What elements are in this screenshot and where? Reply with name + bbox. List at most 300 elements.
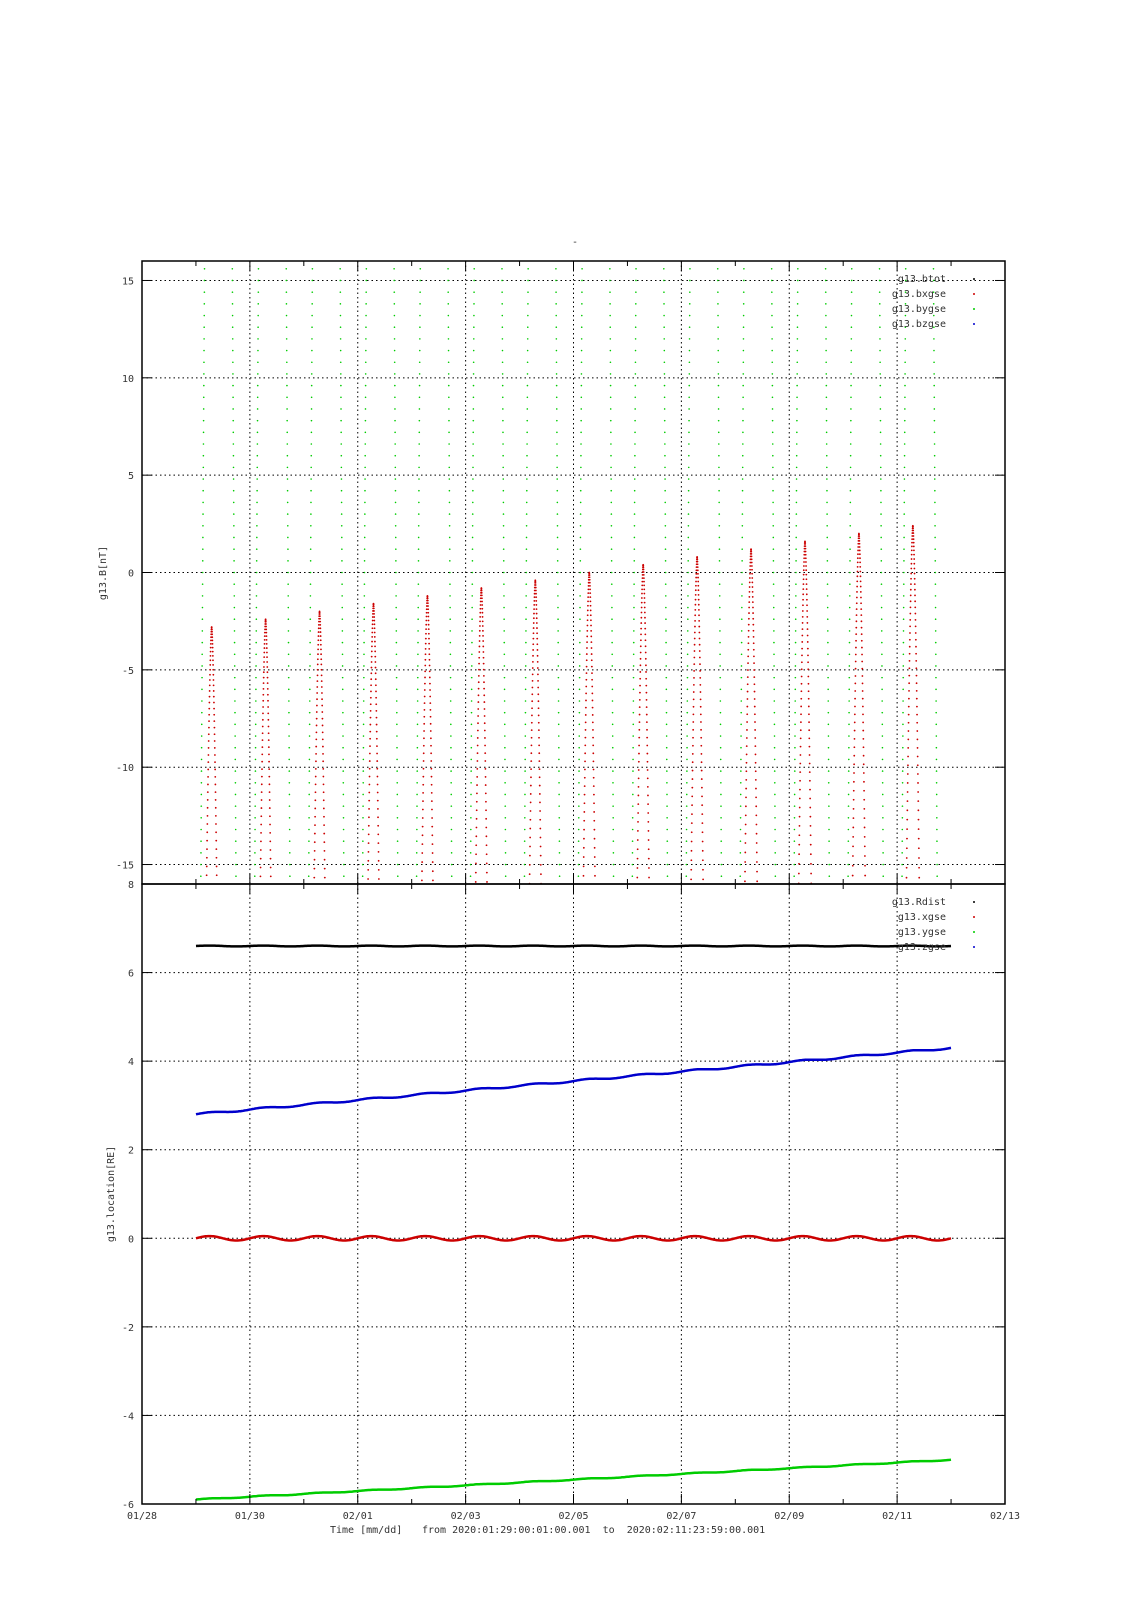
bxgse-point [693, 663, 695, 665]
bygse-point [204, 291, 206, 293]
bygse-point [394, 315, 396, 317]
bxgse-point [429, 702, 431, 704]
bxgse-point [532, 667, 534, 669]
bxgse-point [699, 677, 701, 679]
bygse-point [254, 805, 256, 807]
bygse-point [202, 502, 204, 504]
bxgse-point [592, 707, 594, 709]
bxgse-point [591, 659, 593, 661]
bygse-point [254, 875, 256, 877]
bxgse-point [377, 833, 379, 835]
bygse-point [416, 782, 418, 784]
bygse-point [665, 560, 667, 562]
bygse-point [827, 572, 829, 574]
bxgse-point [646, 753, 648, 755]
bygse-point [502, 420, 504, 422]
bygse-point [394, 350, 396, 352]
bxgse-point [368, 851, 370, 853]
bygse-point [471, 642, 473, 644]
bygse-point [936, 840, 938, 842]
bygse-point [771, 350, 773, 352]
bygse-point [633, 595, 635, 597]
bygse-point [309, 724, 311, 726]
bygse-point [666, 805, 668, 807]
bygse-point [740, 794, 742, 796]
bygse-point [364, 490, 366, 492]
bygse-point [774, 724, 776, 726]
bxgse-point [321, 705, 323, 707]
bygse-point [311, 303, 313, 305]
bxgse-point [533, 613, 535, 615]
bxgse-point [645, 664, 647, 666]
bygse-point [689, 326, 691, 328]
bxgse-point [270, 849, 272, 851]
bygse-point [633, 665, 635, 667]
bygse-point [663, 338, 665, 340]
bxgse-point [799, 780, 801, 782]
bygse-point [525, 700, 527, 702]
bygse-point [202, 478, 204, 480]
bygse-point [419, 385, 421, 387]
bygse-point [578, 735, 580, 737]
bxgse-point [807, 661, 809, 663]
bygse-point [689, 361, 691, 363]
bxgse-point [810, 844, 812, 846]
bxgse-point [213, 714, 215, 716]
bygse-point [505, 875, 507, 877]
bygse-point [472, 420, 474, 422]
bxgse-point [644, 597, 646, 599]
bygse-point [256, 618, 258, 620]
bygse-point [504, 677, 506, 679]
bygse-point [666, 735, 668, 737]
bygse-point [504, 794, 506, 796]
bxgse-point [479, 630, 481, 632]
bygse-point [235, 852, 237, 854]
bxgse-point [641, 581, 643, 583]
bygse-point [936, 747, 938, 749]
bxgse-point [699, 657, 701, 659]
bxgse-point [260, 858, 262, 860]
bygse-point [882, 805, 884, 807]
bygse-point [936, 794, 938, 796]
bxgse-point [432, 852, 434, 854]
bxgse-point [315, 791, 317, 793]
bygse-point [850, 385, 852, 387]
bxgse-point [429, 696, 431, 698]
bygse-point [503, 607, 505, 609]
bygse-point [201, 642, 203, 644]
bxgse-point [207, 799, 209, 801]
bxgse-point [586, 666, 588, 668]
bxgse-point [427, 602, 429, 604]
bxgse-point [375, 697, 377, 699]
bygse-point [340, 338, 342, 340]
bygse-point [473, 408, 475, 410]
bygse-point [501, 280, 503, 282]
bxgse-point [807, 635, 809, 637]
bxgse-point [584, 760, 586, 762]
bygse-point [666, 747, 668, 749]
bxgse-point [909, 625, 911, 627]
bygse-point [233, 490, 235, 492]
legend-marker [973, 931, 975, 933]
bygse-point [449, 572, 451, 574]
bxgse-point [647, 795, 649, 797]
bxgse-point [856, 620, 858, 622]
bygse-point [795, 618, 797, 620]
bxgse-point [745, 796, 747, 798]
bxgse-point [913, 554, 915, 556]
bxgse-point [214, 761, 216, 763]
bygse-point [847, 875, 849, 877]
bygse-point [311, 361, 313, 363]
bygse-point [666, 794, 668, 796]
bygse-point [904, 420, 906, 422]
bygse-point [503, 642, 505, 644]
bxgse-point [648, 858, 650, 860]
bxgse-point [429, 671, 431, 673]
bxgse-point [637, 858, 639, 860]
bygse-point [288, 735, 290, 737]
bxgse-point [914, 568, 916, 570]
bygse-point [609, 291, 611, 293]
bygse-point [311, 432, 313, 434]
bygse-point [666, 817, 668, 819]
bygse-point [310, 607, 312, 609]
bygse-point [416, 759, 418, 761]
bygse-point [720, 794, 722, 796]
bxgse-point [424, 696, 426, 698]
bxgse-point [807, 641, 809, 643]
bygse-point [235, 817, 237, 819]
bygse-point [772, 467, 774, 469]
bygse-point [341, 537, 343, 539]
bxgse-point [585, 679, 587, 681]
bxgse-point [861, 654, 863, 656]
bygse-point [720, 852, 722, 854]
bygse-point [341, 525, 343, 527]
bygse-point [311, 315, 313, 317]
bygse-point [524, 747, 526, 749]
bygse-point [342, 642, 344, 644]
bygse-point [633, 677, 635, 679]
bxgse-point [810, 825, 812, 827]
legend-marker [973, 308, 975, 310]
bygse-point [254, 829, 256, 831]
bygse-point [903, 642, 905, 644]
bxgse-point [855, 654, 857, 656]
bxgse-point [314, 850, 316, 852]
bygse-point [795, 525, 797, 527]
bxgse-point [269, 807, 271, 809]
bygse-point [881, 630, 883, 632]
bygse-point [286, 315, 288, 317]
bygse-point [340, 326, 342, 328]
bxgse-point [911, 563, 913, 565]
bygse-point [310, 560, 312, 562]
bygse-point [665, 677, 667, 679]
bygse-point [935, 572, 937, 574]
bxgse-point [428, 633, 430, 635]
bygse-point [796, 432, 798, 434]
bxgse-point [644, 633, 646, 635]
bygse-point [689, 291, 691, 293]
bygse-point [526, 548, 528, 550]
top-series [200, 268, 938, 885]
bygse-point [234, 618, 236, 620]
bxgse-point [590, 630, 592, 632]
bygse-point [200, 829, 202, 831]
bygse-point [472, 443, 474, 445]
bxgse-point [538, 752, 540, 754]
bygse-point [904, 478, 906, 480]
bygse-point [363, 712, 365, 714]
bxgse-point [859, 557, 861, 559]
bygse-point [286, 361, 288, 363]
bygse-point [718, 525, 720, 527]
bygse-point [904, 432, 906, 434]
bxgse-point [803, 565, 805, 567]
bygse-point [418, 432, 420, 434]
bygse-point [418, 513, 420, 515]
bxgse-point [803, 574, 805, 576]
bxgse-point [267, 671, 269, 673]
bygse-point [827, 583, 829, 585]
bygse-point [635, 385, 637, 387]
bxgse-point [319, 621, 321, 623]
bygse-point [740, 805, 742, 807]
bxgse-point [854, 690, 856, 692]
bygse-point [850, 408, 852, 410]
bxgse-point [855, 633, 857, 635]
bxgse-point [700, 713, 702, 715]
bygse-point [904, 396, 906, 398]
bygse-point [740, 829, 742, 831]
bxgse-point [316, 731, 318, 733]
bxgse-point [853, 772, 855, 774]
bxgse-point [906, 838, 908, 840]
bygse-point [342, 653, 344, 655]
bxgse-point [538, 722, 540, 724]
bxgse-point [809, 746, 811, 748]
bygse-point [635, 338, 637, 340]
bygse-point [524, 782, 526, 784]
bxgse-point [748, 630, 750, 632]
bxgse-point [370, 710, 372, 712]
bxgse-point [422, 776, 424, 778]
bxgse-point [914, 595, 916, 597]
bygse-point [933, 338, 935, 340]
bxgse-point [430, 737, 432, 739]
bygse-point [774, 864, 776, 866]
bygse-point [688, 513, 690, 515]
bxgse-point [319, 613, 321, 615]
bxgse-point [752, 612, 754, 614]
bygse-point [667, 864, 669, 866]
bxgse-point [206, 874, 208, 876]
bygse-point [934, 478, 936, 480]
bygse-point [850, 478, 852, 480]
bygse-point [362, 805, 364, 807]
bxgse-point [809, 807, 811, 809]
bygse-point [689, 268, 691, 270]
bxgse-point [540, 846, 542, 848]
bygse-point [850, 361, 852, 363]
bxgse-point [645, 658, 647, 660]
bygse-point [794, 712, 796, 714]
bygse-point [255, 689, 257, 691]
bygse-point [416, 770, 418, 772]
bxgse-point [691, 831, 693, 833]
bxgse-point [754, 683, 756, 685]
bxgse-point [265, 632, 267, 634]
bxgse-point [320, 644, 322, 646]
bygse-point [580, 537, 582, 539]
bxgse-point [529, 873, 531, 875]
bxgse-point [531, 722, 533, 724]
series-bygse [200, 268, 938, 877]
bygse-point [718, 467, 720, 469]
bygse-point [525, 677, 527, 679]
bygse-point [256, 583, 258, 585]
bygse-point [902, 747, 904, 749]
bygse-point [632, 724, 634, 726]
bygse-point [686, 852, 688, 854]
bygse-point [904, 455, 906, 457]
bygse-point [310, 490, 312, 492]
bygse-point [526, 478, 528, 480]
bxgse-point [863, 781, 865, 783]
bxgse-point [859, 571, 861, 573]
bygse-point [795, 583, 797, 585]
bxgse-point [322, 753, 324, 755]
bygse-point [935, 653, 937, 655]
bxgse-point [531, 744, 533, 746]
bxgse-point [856, 591, 858, 593]
bygse-point [451, 829, 453, 831]
bygse-point [825, 291, 827, 293]
bygse-point [720, 805, 722, 807]
bxgse-point [863, 799, 865, 801]
bxgse-point [428, 624, 430, 626]
bygse-point [936, 875, 938, 877]
bygse-point [611, 630, 613, 632]
bygse-point [905, 268, 907, 270]
bxgse-point [584, 752, 586, 754]
bygse-point [288, 759, 290, 761]
bxgse-point [692, 737, 694, 739]
bygse-point [772, 513, 774, 515]
bygse-point [233, 548, 235, 550]
bxgse-point [531, 707, 533, 709]
bygse-point [288, 770, 290, 772]
bxgse-point [691, 850, 693, 852]
bxgse-point [431, 784, 433, 786]
bxgse-point [370, 697, 372, 699]
bxgse-point [805, 554, 807, 556]
bygse-point [826, 408, 828, 410]
bxgse-point [267, 677, 269, 679]
legend-marker [973, 293, 975, 295]
bygse-point [717, 326, 719, 328]
bygse-point [232, 408, 234, 410]
bygse-point [556, 361, 558, 363]
bygse-point [472, 537, 474, 539]
bxgse-point [371, 632, 373, 634]
bygse-point [340, 385, 342, 387]
bxgse-point [746, 762, 748, 764]
bxgse-point [802, 593, 804, 595]
bxgse-point [752, 591, 754, 593]
bygse-point [417, 642, 419, 644]
bygse-point [202, 607, 204, 609]
bygse-point [742, 490, 744, 492]
bygse-point [742, 478, 744, 480]
bxgse-point [744, 880, 746, 882]
bygse-point [828, 864, 830, 866]
bxgse-point [431, 776, 433, 778]
bxgse-point [536, 622, 538, 624]
bygse-point [882, 735, 884, 737]
bygse-point [558, 735, 560, 737]
bxgse-point [698, 614, 700, 616]
bygse-point [556, 373, 558, 375]
bxgse-point [589, 585, 591, 587]
bygse-point [256, 490, 258, 492]
bxgse-point [638, 769, 640, 771]
bygse-point [310, 525, 312, 527]
bygse-point [526, 420, 528, 422]
bxgse-point [482, 640, 484, 642]
bygse-point [664, 513, 666, 515]
bxgse-point [428, 620, 430, 622]
bygse-point [364, 548, 366, 550]
bxgse-point [421, 861, 423, 863]
bygse-point [719, 665, 721, 667]
bygse-point [718, 443, 720, 445]
bygse-point [774, 759, 776, 761]
bygse-point [340, 291, 342, 293]
top-mark: - [571, 237, 579, 248]
bygse-point [687, 677, 689, 679]
bxgse-point [315, 753, 317, 755]
bxgse-point [216, 857, 218, 859]
bygse-point [879, 291, 881, 293]
bxgse-point [584, 802, 586, 804]
bxgse-point [864, 836, 866, 838]
bygse-point [525, 583, 527, 585]
bygse-point [848, 689, 850, 691]
bxgse-point [266, 643, 268, 645]
bygse-point [881, 642, 883, 644]
bxgse-point [206, 840, 208, 842]
bygse-point [255, 700, 257, 702]
bygse-point [526, 560, 528, 562]
bxgse-point [803, 557, 805, 559]
bygse-point [447, 291, 449, 293]
bxgse-point [422, 817, 424, 819]
bygse-point [581, 268, 583, 270]
bygse-point [418, 502, 420, 504]
bygse-point [742, 502, 744, 504]
bxgse-point [917, 756, 919, 758]
bxgse-point [211, 631, 213, 633]
bygse-point [720, 712, 722, 714]
bxgse-point [427, 612, 429, 614]
bxgse-point [260, 832, 262, 834]
bygse-point [233, 478, 235, 480]
